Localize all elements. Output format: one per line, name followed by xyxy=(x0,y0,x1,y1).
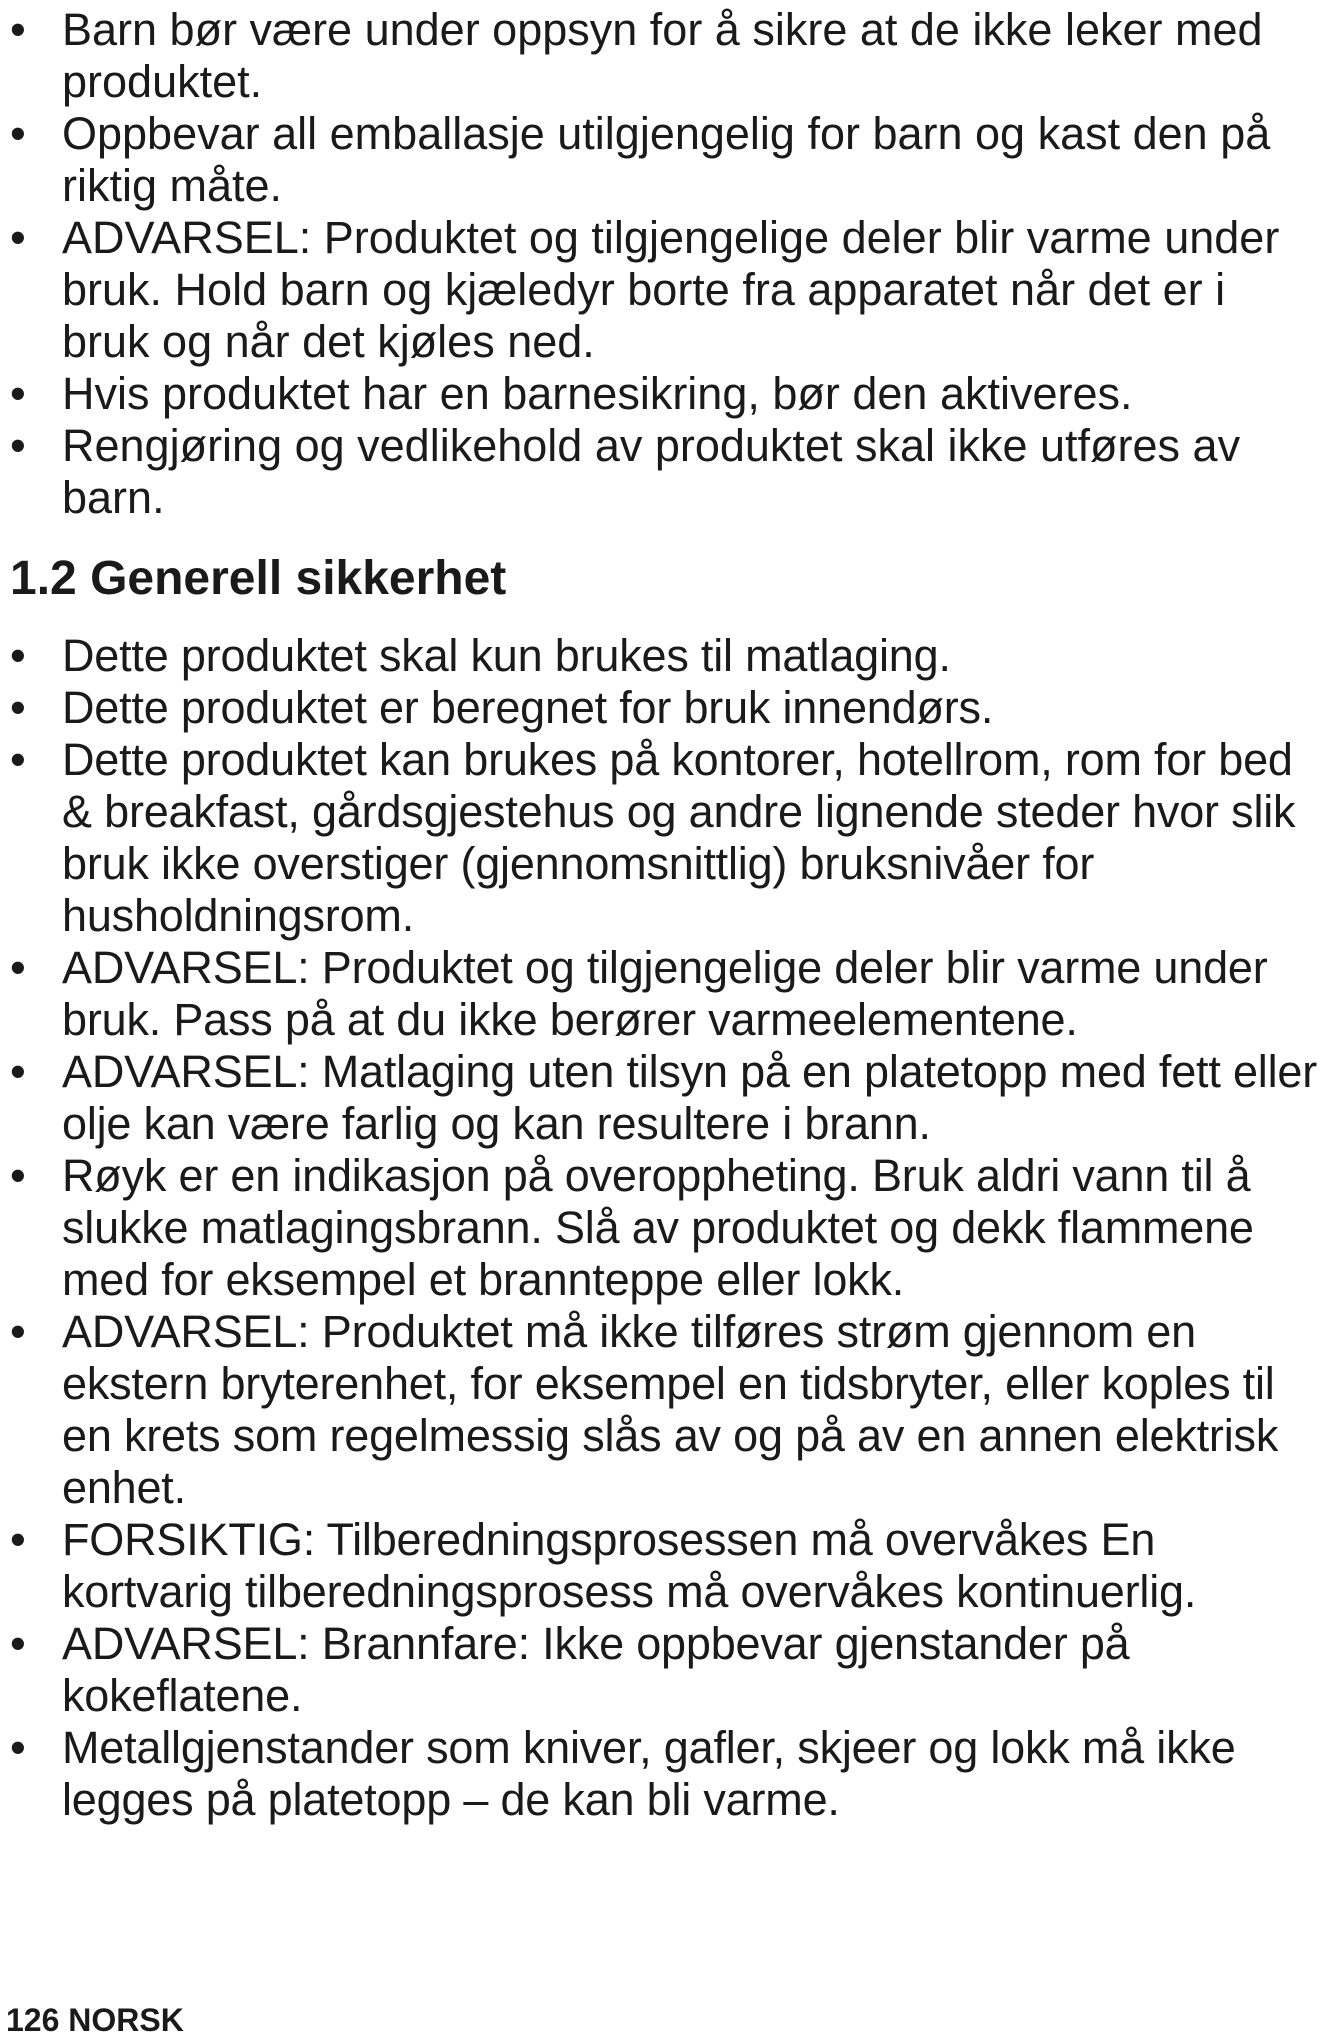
list-item: • ADVARSEL: Brannfare: Ikke oppbevar gjenstander på kokeflatene. xyxy=(10,1618,1320,1722)
list-item: • Metallgjenstander som kniver, gafler, skjeer og lokk må ikke legges på platetopp – de kan bli varme. xyxy=(10,1722,1320,1826)
list-item: • ADVARSEL: Produktet og tilgjengelige deler blir varme under bruk. Pass på at du ikke berører varmeelementene. xyxy=(10,942,1320,1046)
list-item: • Røyk er en indikasjon på overoppheting. Bruk aldri vann til å slukke matlagingsbrann. Slå av produktet og dekk flammene med for eksempel et brannteppe eller lokk. xyxy=(10,1150,1320,1306)
list-item: • FORSIKTIG: Tilberedningsprosessen må overvåkes En kortvarig tilberedningsprosess må overvåkes kontinuerlig. xyxy=(10,1514,1320,1618)
list-item: • ADVARSEL: Matlaging uten tilsyn på en platetopp med fett eller olje kan være farlig og kan resultere i brann. xyxy=(10,1046,1320,1150)
list-item: • Barn bør være under oppsyn for å sikre at de ikke leker med produktet. xyxy=(10,4,1305,108)
list-item: • ADVARSEL: Produktet må ikke tilføres strøm gjennom en ekstern bryterenhet, for eksempel en tidsbryter, eller koples til en krets som regelmessig slås av og på av en annen elektrisk enhet. xyxy=(10,1306,1320,1514)
list-item: • Dette produktet skal kun brukes til matlaging. xyxy=(10,630,1320,682)
list-item: • ADVARSEL: Produktet og tilgjengelige deler blir varme under bruk. Hold barn og kjæledyr borte fra apparatet når det er i bruk og når det kjøles ned. xyxy=(10,212,1305,368)
child-safety-list xyxy=(10,4,1305,524)
list-item: • Hvis produktet har en barnesikring, bør den aktiveres. xyxy=(10,368,1305,420)
page-footer: 126 NORSK xyxy=(6,2002,184,2038)
list-item: • Oppbevar all emballasje utilgjengelig for barn og kast den på riktig måte. xyxy=(10,108,1305,212)
section-heading: 1.2 Generell sikkerhet xyxy=(10,552,507,605)
general-safety-list xyxy=(10,630,1320,1826)
list-item: • Dette produktet kan brukes på kontorer, hotellrom, rom for bed & breakfast, gårdsgjestehus og andre lignende steder hvor slik bruk ikke overstiger (gjennomsnittlig) bruksnivåer for husholdningsrom. xyxy=(10,734,1320,942)
list-item: • Dette produktet er beregnet for bruk innendørs. xyxy=(10,682,1320,734)
list-item: • Rengjøring og vedlikehold av produktet skal ikke utføres av barn. xyxy=(10,420,1305,524)
